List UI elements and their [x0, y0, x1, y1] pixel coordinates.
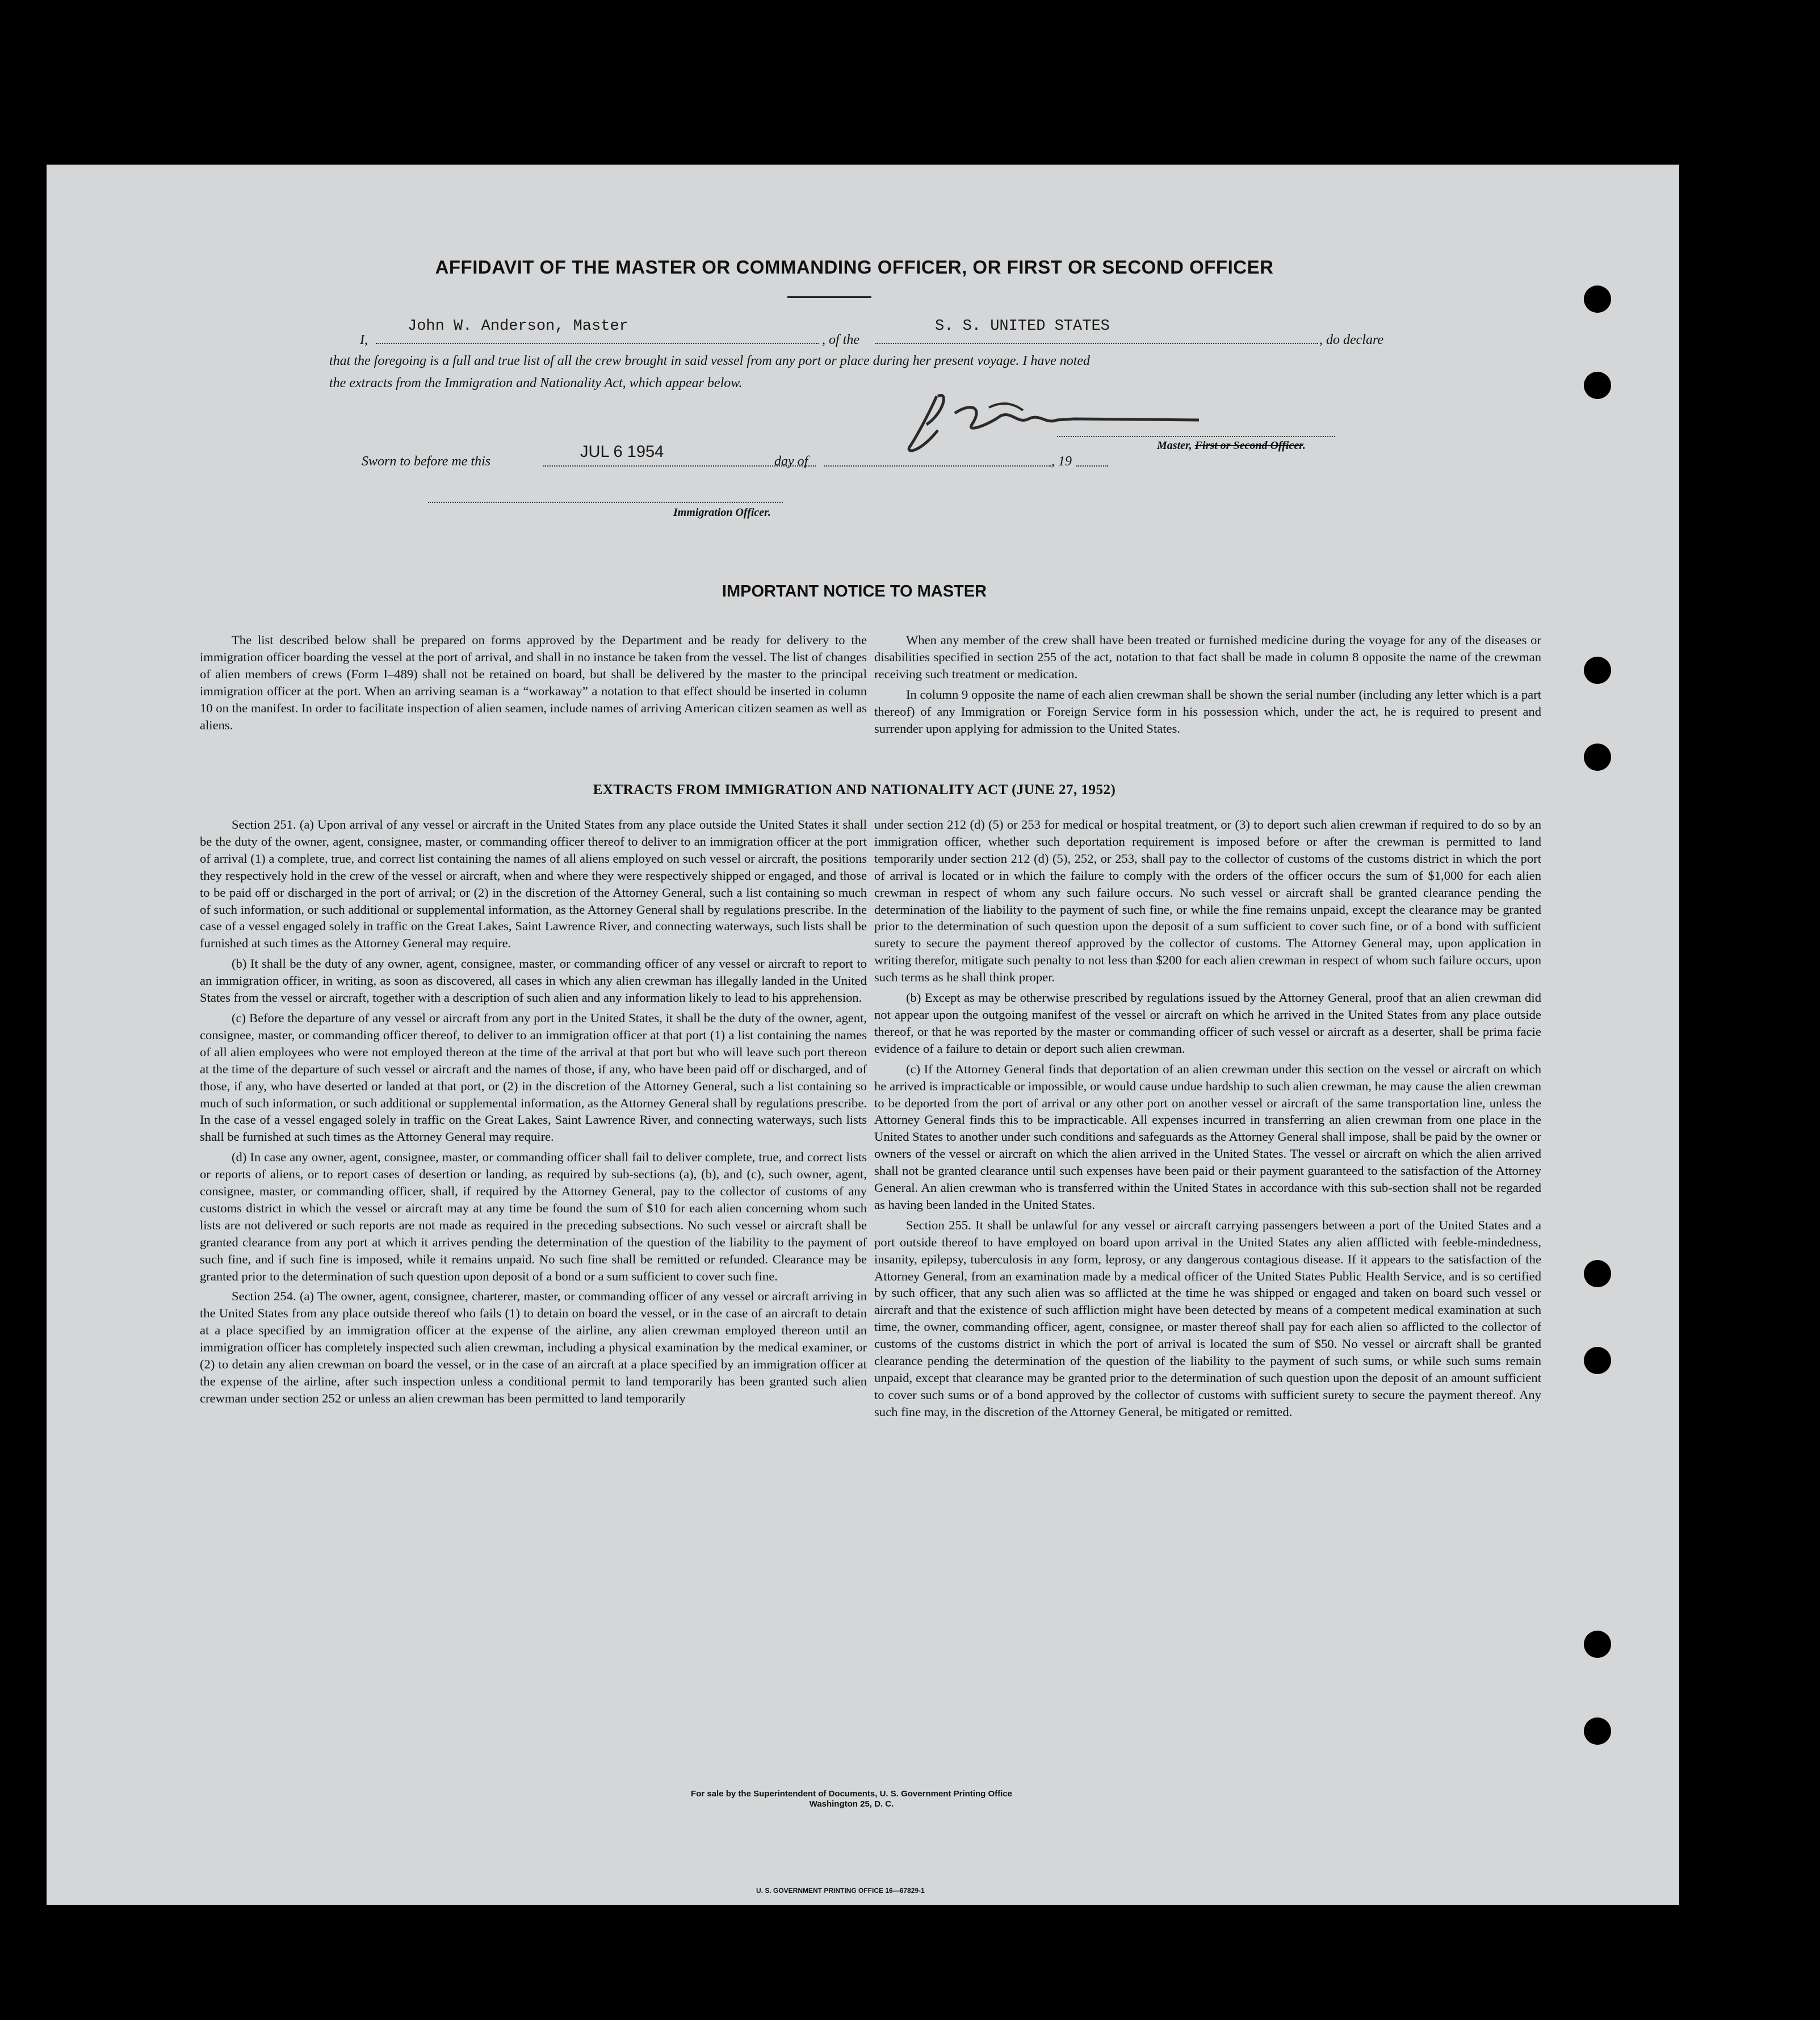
section-254-c: (c) If the Attorney General finds that deportation of an alien crewman under this section on the vessel or aircraft on which he arrived is impracticable or impossible, or would cause undue hardship to such alien crewman, he may cause the alien crewman to be deported from the port of arrival or any other port on another vessel or aircraft of the same transportation line, unless the Attorney General finds this to be impracticable. All expenses incurred in transferring an alien crewman from one place in the United States to another under such conditions and safeguards as the Attorney General shall impose, shall be paid by the owner or owners of the vessel or aircraft on which the alien arrived in the United States. The vessel or aircraft on which the alien arrived shall not be granted clearance until such expenses have been paid or their payment guaranteed to the satisfaction of the Attorney General. An alien crewman who is transferred within the United States in accordance with this sub-section shall not be regarded as having been landed in the United States. — [874, 1061, 1541, 1212]
vessel-line — [875, 343, 1318, 344]
caption-master: Master, — [1157, 439, 1195, 452]
extracts-right-column — [874, 816, 1541, 1424]
sworn-date-stamp: JUL 6 1954 — [580, 443, 664, 461]
notice-right-paragraph-2: In column 9 opposite the name of each alien crewman shall be shown the serial number (including any letter which is a part thereof) of any Immigration or Foreign Service form in his possession which, under the act, he is required to present and surrender upon applying for admission to the United States. — [874, 687, 1541, 736]
section-251-d: (d) In case any owner, agent, consignee, master, or commanding officer shall fail to deliver complete, true, and correct lists or reports of aliens, or to report cases of desertion or landing, as required by sub-sections (a), (b), and (c), such owner, agent, consignee, master, or commanding officer, shall, if required by the Attorney General, pay to the collector of customs of any customs district in which the vessel or aircraft may at any time be found the sum of $10 for each alien concerning whom such lists are not delivered or such reports are not made as required in the preceding subsections. No such vessel or aircraft shall be granted clearance from any port at which it arrives pending the determination of the question of the liability to the payment of such fine, and if such fine is imposed, while it remains unpaid. No such fine shall be remitted or refunded. Clearance may be granted prior to the determination of such question upon deposit of a bond or a sum sufficient to cover such fine. — [200, 1150, 867, 1283]
sworn-label: Sworn to before me this — [362, 454, 491, 469]
caption-period: . — [1302, 439, 1306, 452]
officer-signature-line — [428, 502, 783, 503]
year-label: , 19 — [1051, 454, 1072, 469]
punch-hole — [1584, 657, 1611, 684]
year-line — [1076, 465, 1108, 467]
signature-line — [1057, 436, 1335, 437]
section-251-a: Section 251. (a) Upon arrival of any vessel or aircraft in the United States from any place outside the United States it shall be the duty of the owner, agent, consignee, master, or commanding officer thereof to deliver to an immigration officer at the port of arrival (1) a complete, true, and correct list containing the names of all aliens employed on such vessel or aircraft, the positions they respectively hold in the crew of the vessel or aircraft, when and where they were respectively shipped or engaged, and those to be paid off or discharged in the port of arrival; or (2) in the discretion of the Attorney General, such a list containing so much of such information, or such additional or supplemental information, as the Attorney General shall by regulations prescribe. In the case of a vessel engaged solely in traffic on the Great Lakes, Saint Lawrence River, and connecting waterways, such lists shall be furnished at such times as the Attorney General may require. — [200, 817, 867, 951]
sale-notice-line-2: Washington 25, D. C. — [809, 1799, 894, 1809]
document-page — [47, 165, 1679, 1905]
of-the-label: , of the — [822, 333, 859, 347]
extracts-left-column — [200, 816, 867, 1410]
section-251-c: (c) Before the departure of any vessel or aircraft from any port in the United States, it shall be the duty of the owner, agent, consignee, master, or commanding officer thereof, to deliver to an immigration officer at that port (1) a list containing the names of all alien employees who were not employed thereon at the time of the arrival at that port but who will leave such port thereon at the time of the departure of such vessel or aircraft and the names of those, if any, who have been paid off or discharged, and of those, if any, who have deserted or landed at that port, or (2) in the discretion of the Attorney General, such a list containing so much of such information, or such additional or supplemental information, as the Attorney General shall by regulations prescribe. In the case of a vessel engaged solely in traffic on the Great Lakes, Saint Lawrence River, and connecting waterways, such lists shall be furnished at such times as the Attorney General may require. — [200, 1010, 867, 1144]
punch-hole — [1584, 1717, 1611, 1745]
punch-hole — [1584, 1347, 1611, 1374]
master-name: John W. Anderson, Master — [408, 318, 628, 335]
punch-hole — [1584, 285, 1611, 313]
section-254-a-continued: under section 212 (d) (5) or 253 for medical or hospital treatment, or (3) to deport such alien crewman if required to do so by an immigration officer, whether such deportation requirement is imposed before or after the crewman is permitted to land temporarily under section 212 (d) (5), 252, or 253, shall pay to the collector of customs of the customs district in which the port of arrival is located or in which the failure to comply with the orders of the officer occurs the sum of $1,000 for each alien crewman in respect of whom any such failure occurs. No such vessel or aircraft shall be granted clearance pending the determination of the liability to the payment of such fine, or while the fine remains unpaid, except the clearance may be granted prior to the determination of such question upon the deposit of a sum sufficient to cover such fine, or of a bond with sufficient surety to secure the payment thereof approved by the collector of customs. The Attorney General may, upon application in writing therefor, mitigate such penalty to not less than $200 for each alien crewman in respect of whom such failure occurs, upon such terms as he shall think proper. — [874, 817, 1541, 985]
punch-hole — [1584, 744, 1611, 771]
notice-left-column — [200, 632, 867, 737]
notice-right-column — [874, 632, 1541, 740]
extracts-heading: EXTRACTS FROM IMMIGRATION AND NATIONALITY ACT (JUNE 27, 1952) — [593, 782, 1116, 797]
do-declare-label: , do declare — [1319, 333, 1384, 347]
section-251-b: (b) It shall be the duty of any owner, agent, consignee, master, or commanding officer of any vessel or aircraft to report to an immigration officer, in writing, as soon as discovered, all cases in which any alien crewman has illegally landed in the United States from the vessel or aircraft, together with a description of such alien and any information likely to lead to his apprehension. — [200, 956, 867, 1005]
punch-hole — [1584, 372, 1611, 399]
month-line — [824, 465, 1051, 467]
vessel-name: S. S. UNITED STATES — [935, 318, 1110, 335]
punch-hole — [1584, 1631, 1611, 1658]
notice-left-paragraph: The list described below shall be prepared on forms approved by the Department and be ready for delivery to the immigration officer boarding the vessel at the port of arrival, and shall in no instance be taken from the vessel. The list of changes of alien members of crews (Form I–489) shall not be retained on board, but shall be delivered by the master to the principal immigration officer at the port. When an arriving seaman is a “workaway” a notation to that effect should be inserted in column 10 on the manifest. In order to facilitate inspection of alien seamen, include names of arriving American citizen seamen as well as aliens. — [200, 633, 867, 732]
title-rule — [787, 296, 871, 298]
printing-office-imprint: U. S. GOVERNMENT PRINTING OFFICE 16—67829-1 — [756, 1887, 925, 1895]
officer-caption: Immigration Officer. — [673, 506, 771, 519]
declaration-line-2: the extracts from the Immigration and Nationality Act, which appear below. — [329, 376, 743, 390]
section-254-a: Section 254. (a) The owner, agent, consignee, charterer, master, or commanding officer of any vessel or aircraft arriving in the United States from any place outside thereof who fails (1) to detain on board the vessel, or in the case of an aircraft to detain at a place specified by an immigration officer at the expense of the airline, any alien crewman employed thereon until an immigration officer has completely inspected such alien crewman, including a physical examination by the medical examiner, or (2) to detain any alien crewman on board the vessel, or in the case of an aircraft at a place specified by an immigration officer at the expense of the airline, after such inspection unless a conditional permit to land temporarily has been granted such alien crewman under section 252 or unless an alien crewman has been permitted to land temporarily — [200, 1289, 867, 1405]
signature-caption — [1157, 439, 1306, 452]
i-label: I, — [360, 333, 368, 347]
notice-right-paragraph-1: When any member of the crew shall have been treated or furnished medicine during the voyage for any of the diseases or disabilities specified in section 255 of the act, notation to that fact shall be made in column 8 opposite the name of the crewman receiving such treatment or medication. — [874, 633, 1541, 681]
section-255: Section 255. It shall be unlawful for any vessel or aircraft carrying passengers between a port of the United States and a port outside thereof to have employed on board upon arrival in the United States any alien afflicted with feeble-mindedness, insanity, epilepsy, tuberculosis in any form, leprosy, or any dangerous contagious disease. If it appears to the satisfaction of the Attorney General, from an examination made by a medical officer of the United States Public Health Service, and is so certified by such officer, that any such alien was so afflicted at the time he was shipped or engaged and taken on board such vessel or aircraft and that the existence of such affliction might have been detected by means of a competent medical examination at such time, the owner, commanding officer, agent, consignee, or master thereof shall pay for each alien so afflicted to the collector of customs of the customs district in which the port of arrival is located the sum of $50. No vessel or aircraft shall be granted clearance pending the determination of the question of the liability to the payment of such sums, or while such sums remain unpaid, except that clearance may be granted prior to the determination of such question upon the deposit of an amount sufficient to cover such sums or of a bond approved by the collector of customs with sufficient surety to secure the payment thereof. Any such fine may, in the discretion of the Attorney General, be mitigated or remitted. — [874, 1217, 1541, 1419]
sale-notice — [24, 1789, 1679, 1809]
affidavit-title: AFFIDAVIT OF THE MASTER OR COMMANDING OFFICER, OR FIRST OR SECOND OFFICER — [435, 257, 1274, 278]
punch-hole — [1584, 1260, 1611, 1287]
caption-struck: First or Second Officer — [1194, 439, 1303, 452]
notice-heading: IMPORTANT NOTICE TO MASTER — [722, 582, 987, 600]
section-254-b: (b) Except as may be otherwise prescribed by regulations issued by the Attorney General, proof that an alien crewman did not appear upon the outgoing manifest of the vessel or aircraft on which he arrived in the United States from any place outside thereof, or that he was reported by the master or commanding officer of such vessel or aircraft as a deserter, shall be prima facie evidence of a failure to detain or deport such alien crewman. — [874, 990, 1541, 1056]
declaration-line-1: that the foregoing is a full and true list of all the crew brought in said vessel from any port or place during her present voyage. I have noted — [329, 354, 1091, 368]
day-of-label: day of — [774, 454, 808, 469]
name-line — [376, 343, 819, 344]
sale-notice-line-1: For sale by the Superintendent of Documents, U. S. Government Printing Office — [691, 1789, 1012, 1799]
